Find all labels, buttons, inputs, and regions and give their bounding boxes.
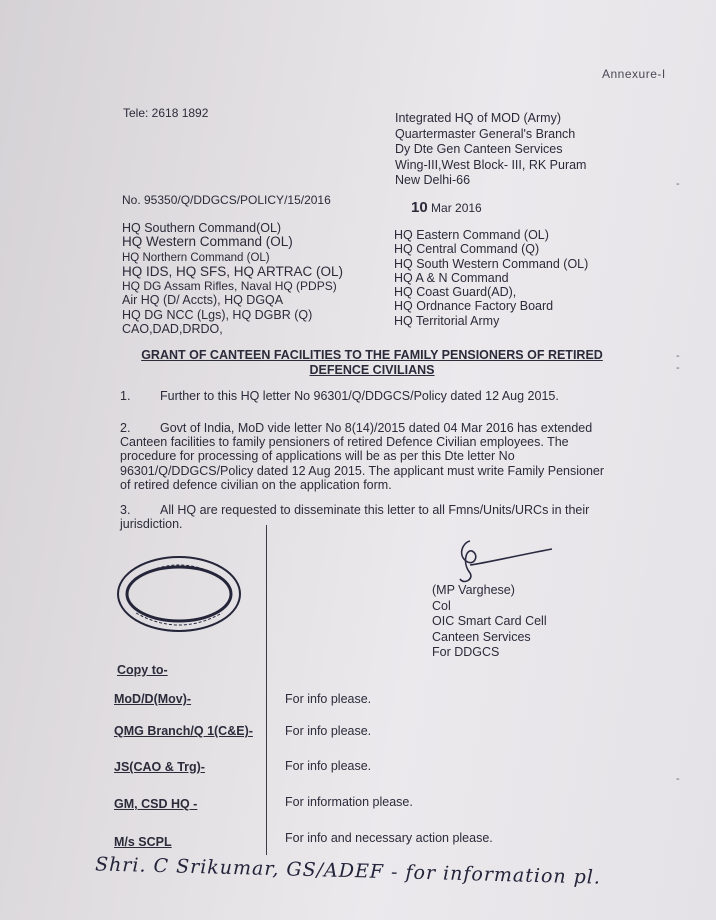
addressee: Air HQ (D/ Accts), HQ DGQA — [122, 293, 284, 308]
signatory-line: Col — [432, 598, 451, 613]
official-stamp — [114, 553, 244, 635]
signatory-line: For DDGCS — [432, 645, 500, 659]
subject-heading: GRANT OF CANTEEN FACILITIES TO THE FAMILY PENSIONERS OF RETIRED DEFENCE CIVILIANS — [141, 348, 603, 377]
copy-recipient: QMG Branch/Q 1(C&E)- — [114, 724, 253, 738]
copy-recipient: M/s SCPL — [114, 835, 172, 849]
addressee: HQ South Western Command (OL) — [394, 256, 589, 271]
paragraph-3 — [120, 503, 610, 531]
addressee: HQ Territorial Army — [394, 313, 500, 328]
addressee: HQ Southern Command(OL) — [122, 221, 282, 235]
address-line: Wing-III,West Block- III, RK Puram — [395, 157, 587, 172]
signatory-line: Canteen Services — [432, 629, 531, 644]
paragraph-number: 2. — [120, 421, 131, 435]
copy-to-label: Copy to- — [117, 663, 168, 677]
letter-date — [411, 200, 482, 216]
date-day: 10 — [411, 199, 428, 216]
addressee: HQ Coast Guard(AD), — [394, 285, 517, 300]
addressee-list-right — [394, 228, 588, 328]
addressee: HQ Eastern Command (OL) — [394, 228, 549, 242]
paragraph-text: Further to this HQ letter No 96301/Q/DDGCS/Policy dated 12 Aug 2015. — [160, 389, 559, 403]
addressee: HQ DG Assam Rifles, Naval HQ (PDPS) — [122, 279, 337, 294]
copy-recipient: GM, CSD HQ - — [114, 797, 198, 811]
copy-recipient: MoD/D(Mov)- — [114, 692, 192, 706]
margin-mark: - — [676, 362, 680, 374]
handwritten-note: Shri. C Srikumar, GS/ADEF - for information pl. — [94, 853, 602, 889]
paragraph-number: 1. — [120, 389, 131, 403]
signatory-block — [432, 583, 547, 661]
annexure-label: Annexure-I — [602, 67, 666, 81]
address-line: Dy Dte Gen Canteen Services — [395, 142, 563, 156]
margin-mark: - — [676, 773, 680, 785]
signatory-line: OIC Smart Card Cell — [432, 614, 547, 628]
copy-recipient: JS(CAO & Trg)- — [114, 760, 205, 774]
sender-address — [395, 111, 586, 189]
copy-action: For info please. — [285, 759, 372, 773]
copy-action: For info please. — [285, 724, 372, 738]
copy-action: For information please. — [285, 795, 413, 809]
addressee: HQ Central Command (Q) — [394, 242, 540, 257]
address-line: Quartermaster General's Branch — [395, 126, 576, 141]
margin-mark: - — [676, 178, 680, 190]
paragraph-number: 3. — [120, 503, 131, 517]
addressee: HQ Northern Command (OL) — [122, 251, 270, 264]
signatory-line: (MP Varghese) — [432, 583, 515, 597]
copy-action: For info and necessary action please. — [285, 831, 493, 845]
margin-mark: - — [676, 350, 680, 362]
addressee: HQ IDS, HQ SFS, HQ ARTRAC (OL) — [122, 263, 344, 279]
addressee: CAO,DAD,DRDO, — [122, 322, 223, 337]
address-line: Integrated HQ of MOD (Army) — [395, 111, 562, 125]
addressee-list-left — [122, 221, 343, 336]
telephone-number: Tele: 2618 1892 — [123, 106, 209, 120]
paragraph-text: All HQ are requested to disseminate this letter to all Fmns/Units/URCs in their jurisdiction. — [120, 503, 590, 532]
date-month-year: Mar 2016 — [427, 201, 482, 215]
addressee: HQ A & N Command — [394, 270, 509, 285]
paragraph-text: Govt of India, MoD vide letter No 8(14)/2015 dated 04 Mar 2016 has extended Canteen facilities to family pensioners of retired Defence Civilian employees. The procedure for processing of applications will be as per this Dte letter No 96301/Q/DDGCS/Policy dated 12 Aug 2015. The applicant must write Family Pensioner of retired defence civilian on the application form. — [120, 421, 605, 492]
paragraph-2 — [120, 421, 610, 492]
reference-number: No. 95350/Q/DDGCS/POLICY/15/2016 — [122, 193, 331, 207]
address-line: New Delhi-66 — [395, 173, 471, 187]
copy-action: For info please. — [285, 692, 372, 706]
addressee: HQ Ordnance Factory Board — [394, 299, 554, 314]
addressee: HQ Western Command (OL) — [122, 234, 293, 250]
addressee: HQ DG NCC (Lgs), HQ DGBR (Q) — [122, 307, 313, 322]
paragraph-1 — [120, 389, 610, 403]
margin-rule — [266, 525, 267, 855]
